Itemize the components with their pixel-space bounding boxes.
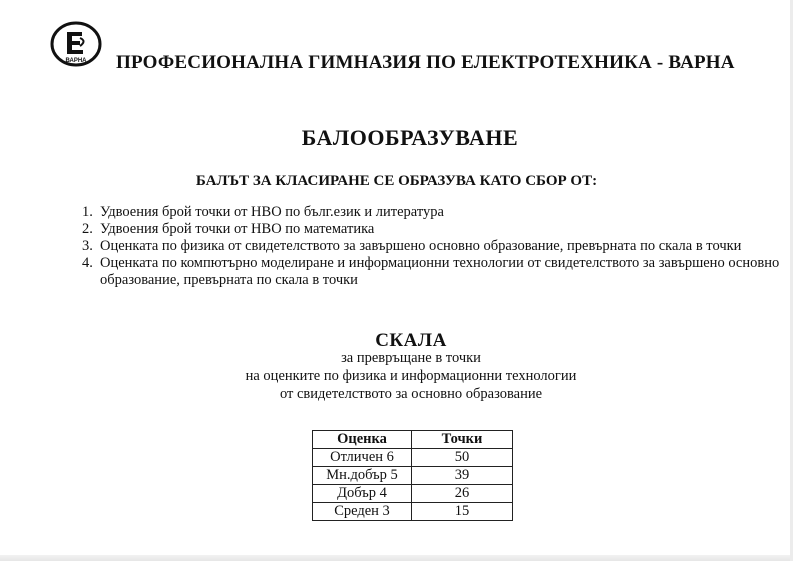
- points-cell: 26: [412, 485, 513, 503]
- grades-table: [312, 430, 513, 521]
- table-row: [313, 503, 513, 521]
- points-cell: 50: [412, 449, 513, 467]
- column-header-grade: Оценка: [313, 431, 412, 449]
- logo-text: ВАРНА: [65, 58, 87, 64]
- school-name: ПРОФЕСИОНАЛНА ГИМНАЗИЯ ПО ЕЛЕКТРОТЕХНИКА - ВАРНА: [116, 52, 735, 73]
- list-item-number: 3.: [82, 238, 93, 254]
- grade-cell: Добър 4: [313, 485, 412, 503]
- grade-cell: Среден 3: [313, 503, 412, 521]
- list-item: [82, 204, 782, 221]
- list-item-text: Оценката по компютърно моделиране и информационни технологии от свидетелството за завършено основно образование, превърната по скала в точки: [100, 255, 780, 288]
- list-item-number: 4.: [82, 255, 93, 271]
- list-item: [82, 255, 782, 289]
- list-item-number: 2.: [82, 221, 93, 237]
- grade-cell: Мн.добър 5: [313, 467, 412, 485]
- section-subtitle: БАЛЪТ ЗА КЛАСИРАНЕ СЕ ОБРАЗУВА КАТО СБОР ОТ:: [195, 173, 598, 189]
- grade-cell: Отличен 6: [313, 449, 412, 467]
- school-logo: [50, 20, 102, 68]
- list-item-text: Оценката по физика от свидетелството за завършено основно образование, превърната по скала в точки: [100, 238, 742, 254]
- table-header-row: [313, 431, 513, 449]
- scan-bottom-edge: [0, 555, 793, 561]
- list-item-number: 1.: [82, 204, 93, 220]
- list-item-text: Удвоения брой точки от НВО по математика: [100, 221, 375, 237]
- scale-description-line: от свидетелството за основно образование: [279, 386, 543, 402]
- list-item: [82, 221, 782, 238]
- table-row: [313, 467, 513, 485]
- table-row: [313, 449, 513, 467]
- table-row: [313, 485, 513, 503]
- list-item: [82, 238, 782, 255]
- points-cell: 39: [412, 467, 513, 485]
- scale-title: СКАЛА: [375, 330, 447, 351]
- points-cell: 15: [412, 503, 513, 521]
- page-title: БАЛООБРАЗУВАНЕ: [301, 125, 519, 150]
- scale-description-line: на оценките по физика и информационни технологии: [245, 368, 577, 384]
- scale-description-line: за превръщане в точки: [341, 350, 481, 366]
- column-header-points: Точки: [412, 431, 513, 449]
- list-item-text: Удвоения брой точки от НВО по бълг.език и литература: [100, 204, 444, 220]
- criteria-list: [82, 204, 782, 289]
